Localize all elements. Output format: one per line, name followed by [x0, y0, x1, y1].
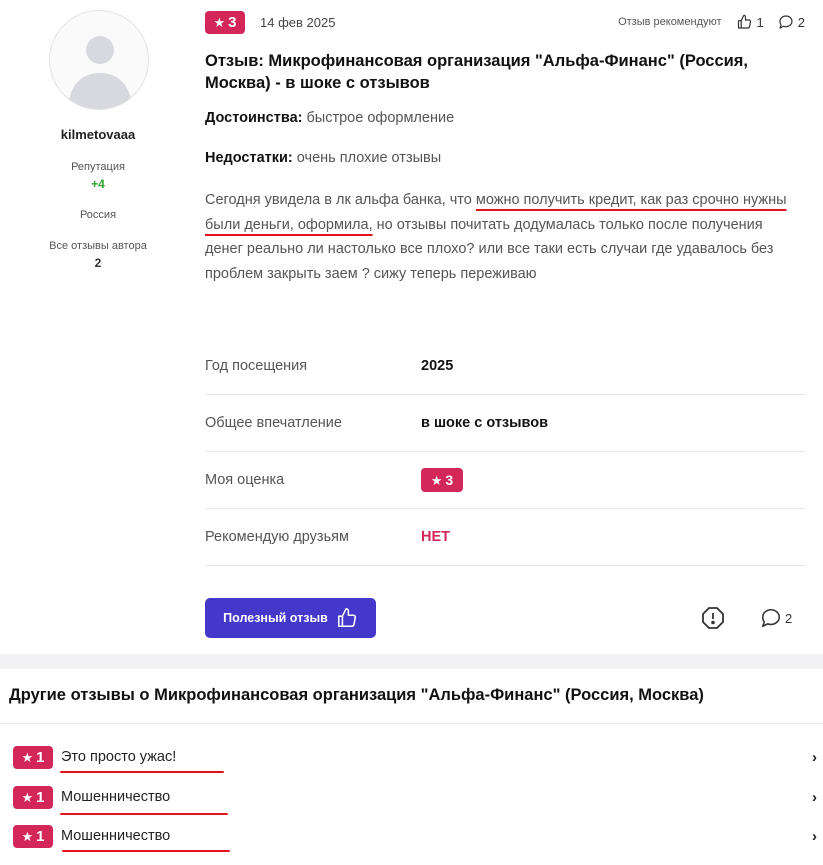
chevron-right-icon[interactable]: ›	[812, 788, 817, 806]
avatar-placeholder-icon	[50, 11, 149, 110]
review-pros	[205, 110, 454, 126]
thumbs-up-icon[interactable]	[736, 14, 753, 30]
rating-badge	[205, 11, 245, 34]
rating-value: 3	[228, 14, 237, 31]
chevron-right-icon[interactable]: ›	[812, 748, 817, 766]
review-text-start: Сегодня увидела в лк альфа банка, что	[205, 192, 476, 208]
comment-icon	[760, 607, 782, 629]
avatar[interactable]	[49, 10, 149, 110]
reputation-value: +4	[91, 177, 105, 191]
detail-impression-label: Общее впечатление	[205, 415, 342, 431]
list-item[interactable]	[0, 822, 823, 850]
detail-row-year	[205, 338, 805, 395]
all-reviews-count: 2	[94, 256, 102, 270]
detail-impression-value: в шоке с отзывов	[421, 415, 549, 431]
my-rating-badge	[421, 468, 463, 492]
rating-value: 1	[36, 827, 45, 845]
rating-value: 1	[36, 788, 45, 806]
star-icon: ★	[21, 828, 34, 844]
pros-text: быстрое оформление	[306, 110, 455, 126]
author-country: Россия	[79, 209, 117, 221]
star-icon: ★	[430, 472, 443, 488]
review-title: Отзыв: Микрофинансовая организация "Альфа-Финанс" (Россия, Москва) - в шоке с отзывов	[205, 52, 749, 92]
detail-year-label: Год посещения	[205, 358, 308, 374]
author-username[interactable]: kilmetovaaa	[60, 127, 136, 142]
detail-year-value: 2025	[421, 358, 454, 374]
list-item[interactable]	[0, 783, 823, 811]
my-rating-value: 3	[445, 472, 454, 488]
section-divider	[0, 654, 823, 669]
review-text-end: но отзывы почитать додумалась только после получения денег реально ли настолько все плохо? или все таки есть случаи где удавалось без проблем закрыть заем ? сижу теперь переживаю	[205, 216, 774, 282]
comment-icon[interactable]	[778, 14, 794, 30]
comments-count: 2	[797, 14, 805, 30]
star-icon: ★	[21, 789, 34, 805]
review-cons	[205, 150, 441, 166]
divider	[0, 723, 823, 724]
star-icon: ★	[21, 749, 34, 765]
rating-value: 1	[36, 748, 45, 766]
annotation-underline	[60, 813, 228, 815]
recommend-block	[618, 14, 805, 30]
detail-row-my-rating	[205, 452, 805, 509]
all-reviews-link[interactable]: Все отзывы автора	[49, 240, 147, 252]
useful-review-label: Полезный отзыв	[223, 611, 328, 625]
detail-my-rating-label: Моя оценка	[205, 472, 285, 488]
review-date: 14 фев 2025	[260, 15, 336, 30]
reputation-label: Репутация	[71, 161, 125, 173]
detail-recommend-value: НЕТ	[421, 529, 450, 545]
pros-label: Достоинства:	[205, 110, 303, 126]
detail-row-impression	[205, 395, 805, 452]
other-review-link[interactable]: Мошенничество	[61, 828, 171, 844]
list-item[interactable]	[0, 743, 823, 771]
review-details	[205, 338, 805, 566]
cons-label: Недостатки:	[205, 150, 293, 166]
footer-comments[interactable]	[760, 607, 792, 629]
rating-badge	[13, 746, 53, 769]
detail-recommend-label: Рекомендую друзьям	[205, 529, 349, 545]
other-review-link[interactable]: Это просто ужас!	[61, 749, 177, 765]
rating-badge	[13, 786, 53, 809]
footer-comments-count: 2	[785, 610, 793, 626]
review-text-underlined: можно получить кредит, как раз срочно нужны были деньги, оформила,	[205, 192, 787, 233]
chevron-right-icon[interactable]: ›	[812, 827, 817, 845]
annotation-underline	[62, 850, 230, 852]
likes-count: 1	[756, 14, 764, 30]
review-body	[205, 188, 795, 286]
detail-row-recommend-friends	[205, 509, 805, 566]
annotation-underline	[60, 771, 224, 773]
report-icon[interactable]	[701, 606, 725, 630]
star-icon: ★	[213, 15, 226, 30]
useful-review-button[interactable]	[205, 598, 376, 638]
other-reviews-title: Другие отзывы о Микрофинансовая организация "Альфа-Финанс" (Россия, Москва)	[9, 686, 704, 704]
other-review-link[interactable]: Мошенничество	[61, 789, 171, 805]
thumbs-up-icon	[336, 607, 358, 629]
rating-badge	[13, 825, 53, 848]
cons-text: очень плохие отзывы	[296, 150, 442, 166]
recommend-label: Отзыв рекомендуют	[618, 16, 722, 28]
